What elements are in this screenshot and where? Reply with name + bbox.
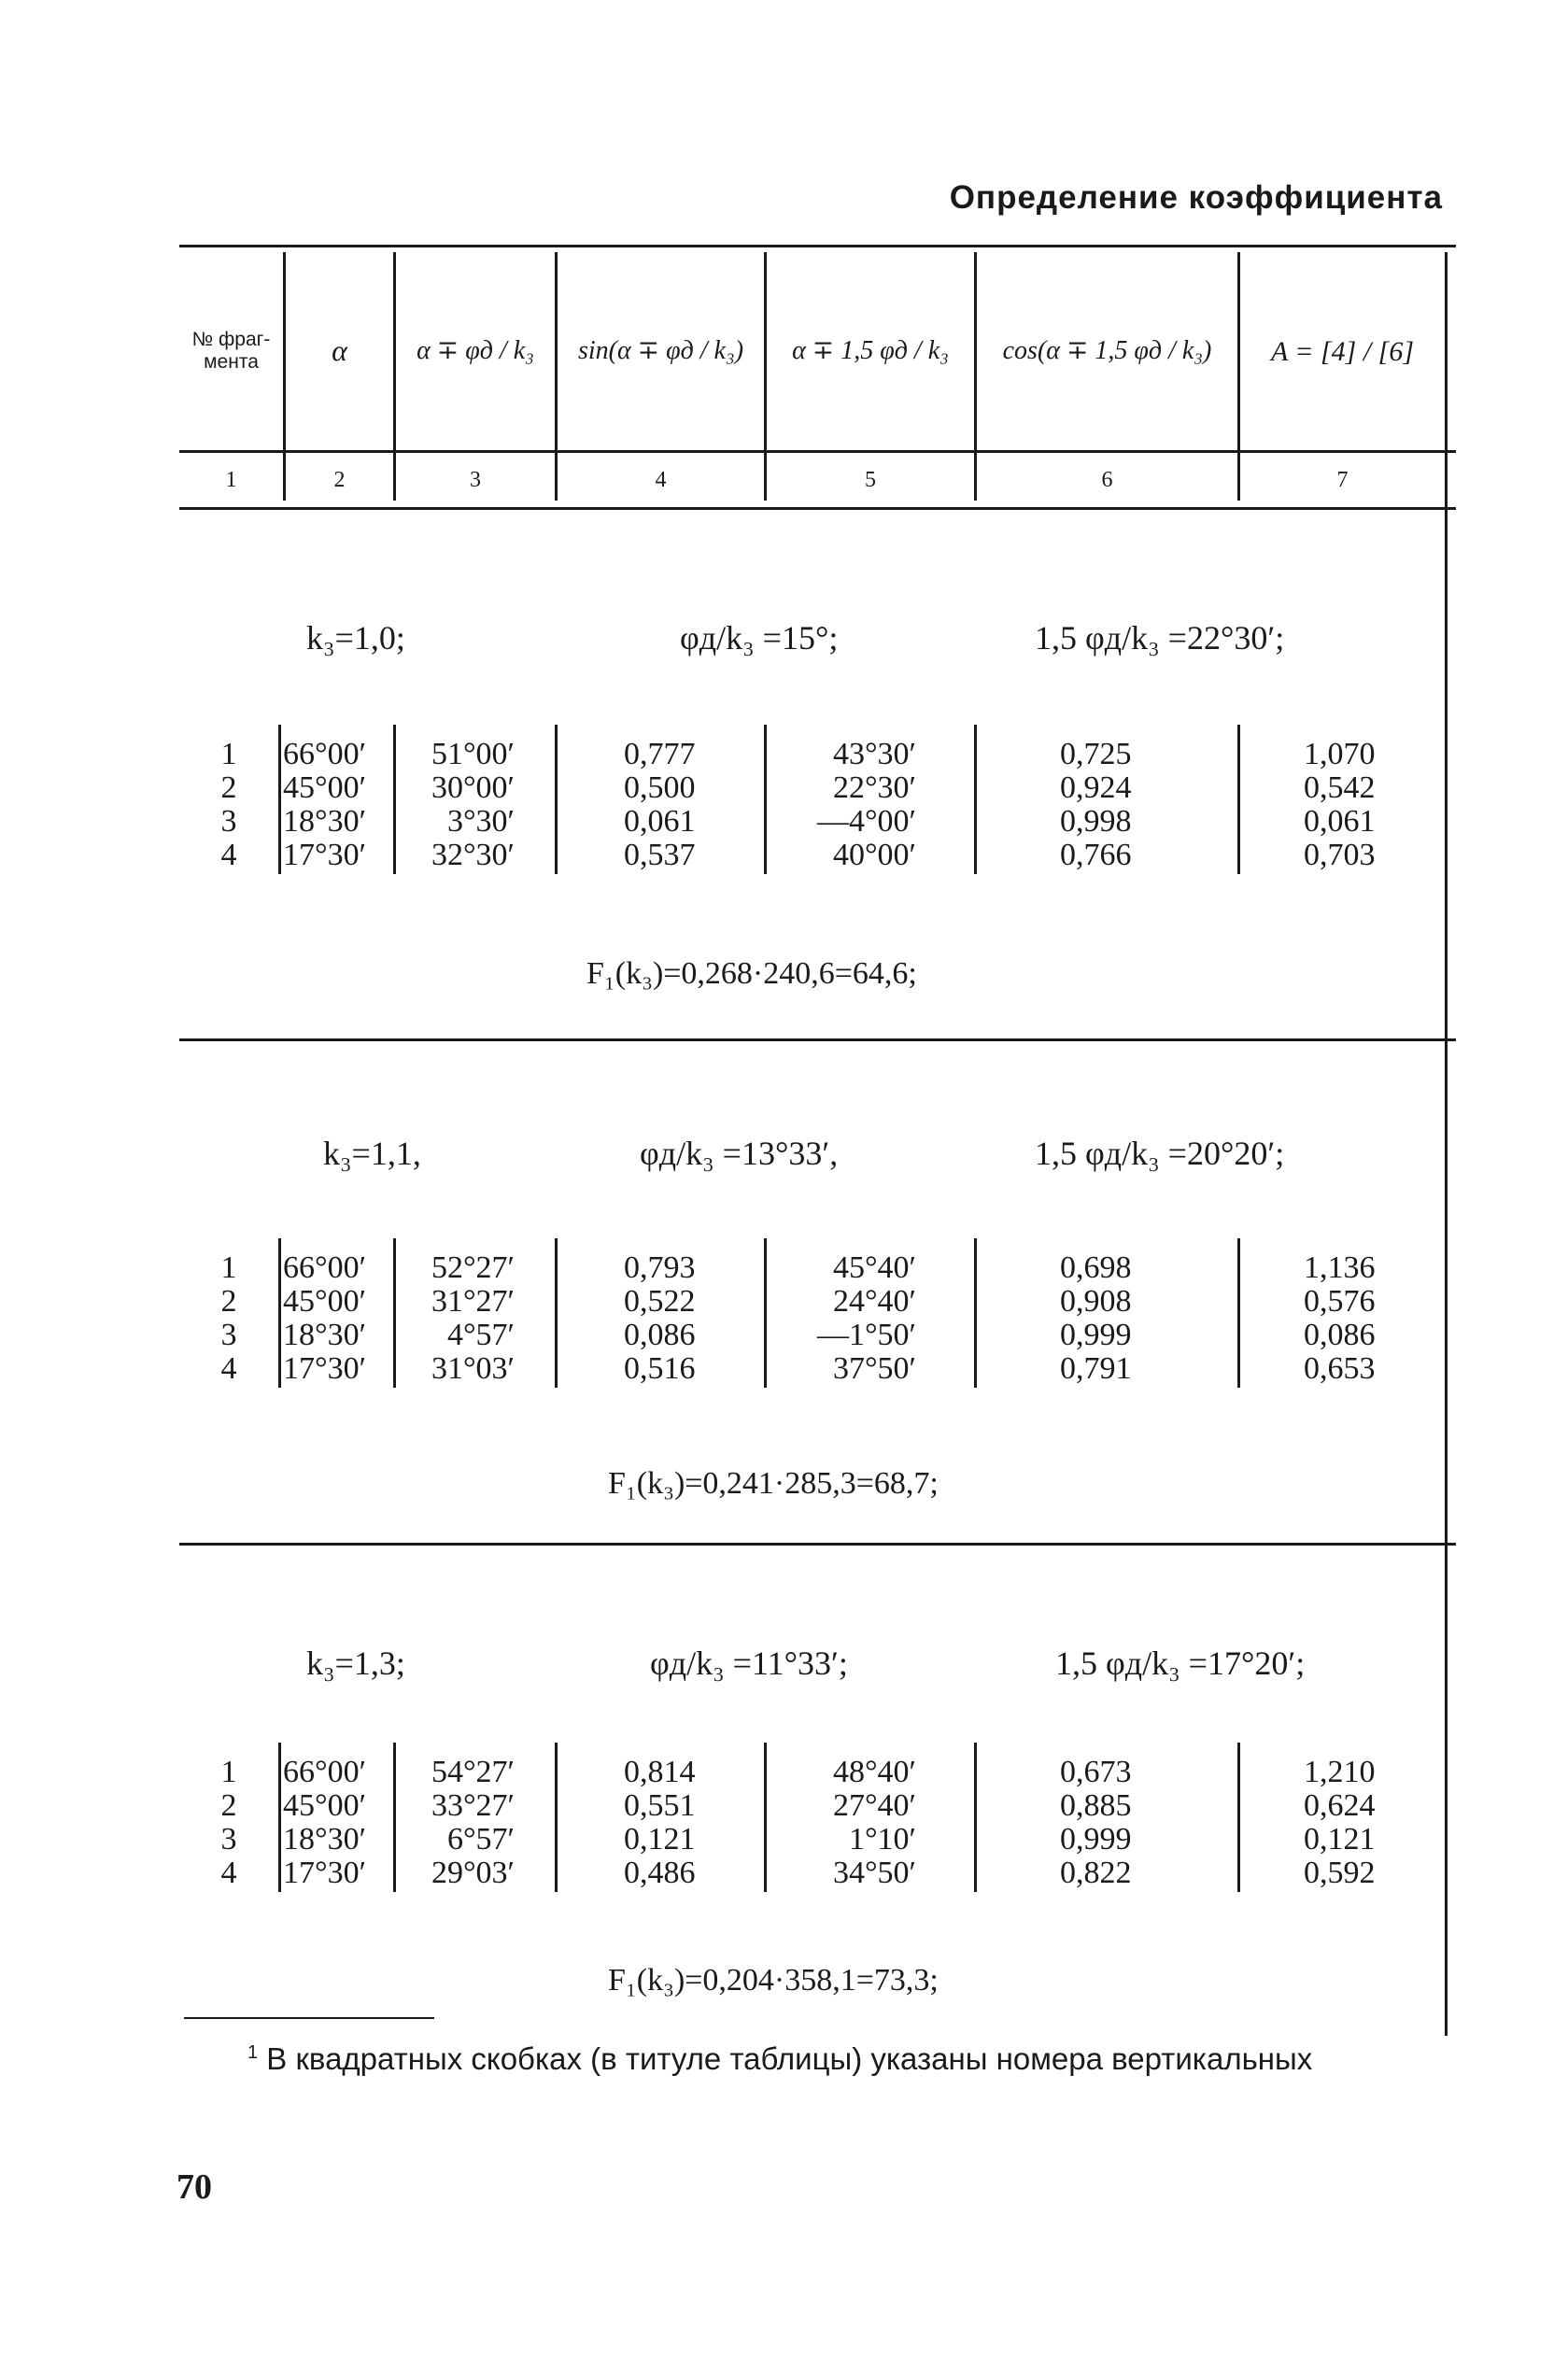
cell-sin: 0,522	[624, 1284, 696, 1319]
footnote-mark: 1	[247, 2042, 259, 2063]
cell-sin: 0,086	[624, 1318, 696, 1352]
cell-alpha: 17°30′	[283, 838, 367, 872]
col-number-2: 2	[333, 467, 346, 492]
cell-alpha-minus-15-ratio: —4°00′	[816, 804, 916, 839]
cell-alpha: 45°00′	[283, 1788, 367, 1823]
row-number: 1	[220, 1250, 237, 1285]
block-1-divider-b	[393, 725, 396, 874]
cell-alpha-minus-ratio: 52°27′	[431, 1250, 515, 1285]
cell-alpha-minus-15-ratio: 34°50′	[832, 1856, 916, 1890]
block-3-ratio-1-5: 1,5 φд/k₃ =17°20′;	[1055, 1645, 1306, 1682]
table-top-rule	[179, 245, 1456, 247]
block-1-divider-d	[764, 725, 767, 874]
block-3-divider-f	[1237, 1743, 1240, 1892]
cell-sin: 0,537	[624, 838, 696, 872]
block-1-formula: F₁(k₃)=0,268·240,6=64,6;	[586, 956, 917, 991]
cell-cos: 0,673	[1060, 1755, 1132, 1789]
col-number-4: 4	[655, 467, 667, 492]
cell-alpha-minus-ratio: 31°27′	[431, 1284, 515, 1319]
cell-cos: 0,998	[1060, 804, 1132, 839]
cell-cos: 0,908	[1060, 1284, 1132, 1319]
cell-alpha: 17°30′	[283, 1856, 367, 1890]
cell-A: 0,703	[1304, 838, 1376, 872]
block-2-divider-e	[974, 1238, 977, 1388]
cell-alpha-minus-15-ratio: 37°50′	[832, 1351, 916, 1386]
row-number: 4	[220, 1856, 237, 1890]
block-2-k3: k₃=1,1,	[323, 1135, 421, 1172]
header-fragment-no: № фраг- мента	[191, 328, 271, 373]
block-1-ratio: φд/k₃ =15°;	[680, 619, 839, 657]
block-2-divider-b	[393, 1238, 396, 1388]
row-number: 4	[220, 1351, 237, 1386]
row-number: 2	[220, 770, 237, 805]
block-3-ratio: φд/k₃ =11°33′;	[650, 1645, 848, 1682]
cell-A: 0,121	[1304, 1822, 1376, 1857]
cell-alpha-minus-15-ratio: —1°50′	[816, 1318, 916, 1352]
row-number: 3	[220, 804, 237, 839]
row-number: 2	[220, 1284, 237, 1319]
cell-alpha-minus-15-ratio: 27°40′	[832, 1788, 916, 1823]
header-cos: cos(α ∓ 1,5 φд / k₃)	[1002, 335, 1212, 365]
cell-A: 0,576	[1304, 1284, 1376, 1319]
cell-alpha-minus-ratio: 29°03′	[431, 1856, 515, 1890]
header-sin: sin(α ∓ φд / k₃)	[577, 335, 744, 365]
cell-sin: 0,551	[624, 1788, 696, 1823]
table-right-border	[1445, 252, 1448, 2036]
header-alpha-minus-15-ratio: α ∓ 1,5 φд / k₃	[792, 335, 949, 365]
col-number-3: 3	[470, 467, 481, 492]
cell-alpha-minus-15-ratio: 24°40′	[832, 1284, 916, 1319]
row-number: 2	[220, 1788, 237, 1823]
header-alpha-minus-ratio: α ∓ φд / k₃	[417, 335, 534, 365]
cell-alpha-minus-ratio: 6°57′	[446, 1822, 515, 1857]
cell-A: 0,624	[1304, 1788, 1376, 1823]
row-number: 1	[220, 737, 237, 771]
page-title: Определение коэффициента	[949, 179, 1443, 216]
cell-cos: 0,698	[1060, 1250, 1132, 1285]
block-1-separator	[179, 1038, 1456, 1041]
block-2-divider-f	[1237, 1238, 1240, 1388]
block-1-divider-f	[1237, 725, 1240, 874]
block-2-divider-d	[764, 1238, 767, 1388]
header-A: A = [4] / [6]	[1270, 335, 1415, 367]
cell-alpha-minus-15-ratio: 43°30′	[832, 737, 916, 771]
col-number-1: 1	[225, 467, 237, 492]
column-numbers-rule	[179, 507, 1456, 510]
row-number: 4	[220, 838, 237, 872]
block-1-ratio-1-5: 1,5 φд/k₃ =22°30′;	[1035, 619, 1285, 657]
cell-alpha-minus-ratio: 30°00′	[431, 770, 515, 805]
cell-alpha-minus-ratio: 32°30′	[431, 838, 515, 872]
cell-alpha: 45°00′	[283, 770, 367, 805]
cell-alpha: 66°00′	[283, 737, 367, 771]
header-alpha: α	[332, 333, 347, 368]
row-number: 3	[220, 1822, 237, 1857]
block-3-divider-d	[764, 1743, 767, 1892]
cell-alpha-minus-ratio: 3°30′	[446, 804, 515, 839]
cell-cos: 0,999	[1060, 1822, 1132, 1857]
block-2-divider-a	[278, 1238, 281, 1388]
block-2-formula: F₁(k₃)=0,241·285,3=68,7;	[608, 1466, 939, 1501]
block-1-divider-a	[278, 725, 281, 874]
block-2-divider-c	[555, 1238, 558, 1388]
cell-cos: 0,924	[1060, 770, 1132, 805]
block-1-k3: k₃=1,0;	[306, 619, 405, 657]
cell-sin: 0,516	[624, 1351, 696, 1386]
cell-alpha: 18°30′	[283, 1822, 367, 1857]
block-3-formula: F₁(k₃)=0,204·358,1=73,3;	[608, 1963, 939, 1998]
block-1-divider-c	[555, 725, 558, 874]
page-number: 70	[177, 2167, 212, 2207]
cell-alpha: 66°00′	[283, 1755, 367, 1789]
cell-cos: 0,725	[1060, 737, 1132, 771]
cell-alpha-minus-15-ratio: 48°40′	[832, 1755, 916, 1789]
header-bottom-rule	[179, 450, 1456, 453]
cell-A: 0,592	[1304, 1856, 1376, 1890]
cell-A: 1,210	[1304, 1755, 1376, 1789]
cell-sin: 0,486	[624, 1856, 696, 1890]
cell-A: 0,653	[1304, 1351, 1376, 1386]
row-number: 3	[220, 1318, 237, 1352]
cell-cos: 0,766	[1060, 838, 1132, 872]
footnote-rule	[184, 2017, 434, 2019]
cell-sin: 0,793	[624, 1250, 696, 1285]
col-number-6: 6	[1101, 467, 1113, 492]
cell-alpha-minus-15-ratio: 22°30′	[832, 770, 916, 805]
row-number: 1	[220, 1755, 237, 1789]
cell-alpha: 17°30′	[283, 1351, 367, 1386]
cell-alpha: 18°30′	[283, 1318, 367, 1352]
block-2-separator	[179, 1543, 1456, 1546]
block-3-divider-b	[393, 1743, 396, 1892]
cell-A: 0,086	[1304, 1318, 1376, 1352]
cell-alpha-minus-ratio: 33°27′	[431, 1788, 515, 1823]
block-3-divider-e	[974, 1743, 977, 1892]
col-number-5: 5	[865, 467, 876, 492]
col-number-7: 7	[1336, 467, 1349, 492]
cell-alpha-minus-15-ratio: 45°40′	[832, 1250, 916, 1285]
cell-cos: 0,999	[1060, 1318, 1132, 1352]
cell-cos: 0,791	[1060, 1351, 1132, 1386]
block-3-divider-c	[555, 1743, 558, 1892]
cell-A: 1,136	[1304, 1250, 1376, 1285]
cell-A: 0,542	[1304, 770, 1376, 805]
cell-alpha-minus-ratio: 4°57′	[446, 1318, 515, 1352]
block-2-ratio-1-5: 1,5 φд/k₃ =20°20′;	[1035, 1135, 1285, 1172]
footnote-text: В квадратных скобках (в титуле таблицы) указаны номера вертикальных	[266, 2041, 1313, 2076]
cell-alpha-minus-15-ratio: 40°00′	[832, 838, 916, 872]
block-1-divider-e	[974, 725, 977, 874]
cell-alpha-minus-ratio: 51°00′	[431, 737, 515, 771]
cell-sin: 0,777	[624, 737, 696, 771]
cell-alpha: 18°30′	[283, 804, 367, 839]
block-2-ratio: φд/k₃ =13°33′,	[640, 1135, 839, 1172]
cell-sin: 0,061	[624, 804, 696, 839]
cell-cos: 0,822	[1060, 1856, 1132, 1890]
footnote	[247, 2041, 1312, 2077]
block-3-divider-a	[278, 1743, 281, 1892]
cell-A: 0,061	[1304, 804, 1376, 839]
cell-A: 1,070	[1304, 737, 1376, 771]
cell-sin: 0,121	[624, 1822, 696, 1857]
cell-alpha-minus-ratio: 31°03′	[431, 1351, 515, 1386]
cell-cos: 0,885	[1060, 1788, 1132, 1823]
cell-sin: 0,500	[624, 770, 696, 805]
block-3-k3: k₃=1,3;	[306, 1645, 405, 1682]
cell-alpha-minus-ratio: 54°27′	[431, 1755, 515, 1789]
cell-alpha: 45°00′	[283, 1284, 367, 1319]
cell-alpha-minus-15-ratio: 1°10′	[848, 1822, 916, 1857]
cell-alpha: 66°00′	[283, 1250, 367, 1285]
cell-sin: 0,814	[624, 1755, 696, 1789]
